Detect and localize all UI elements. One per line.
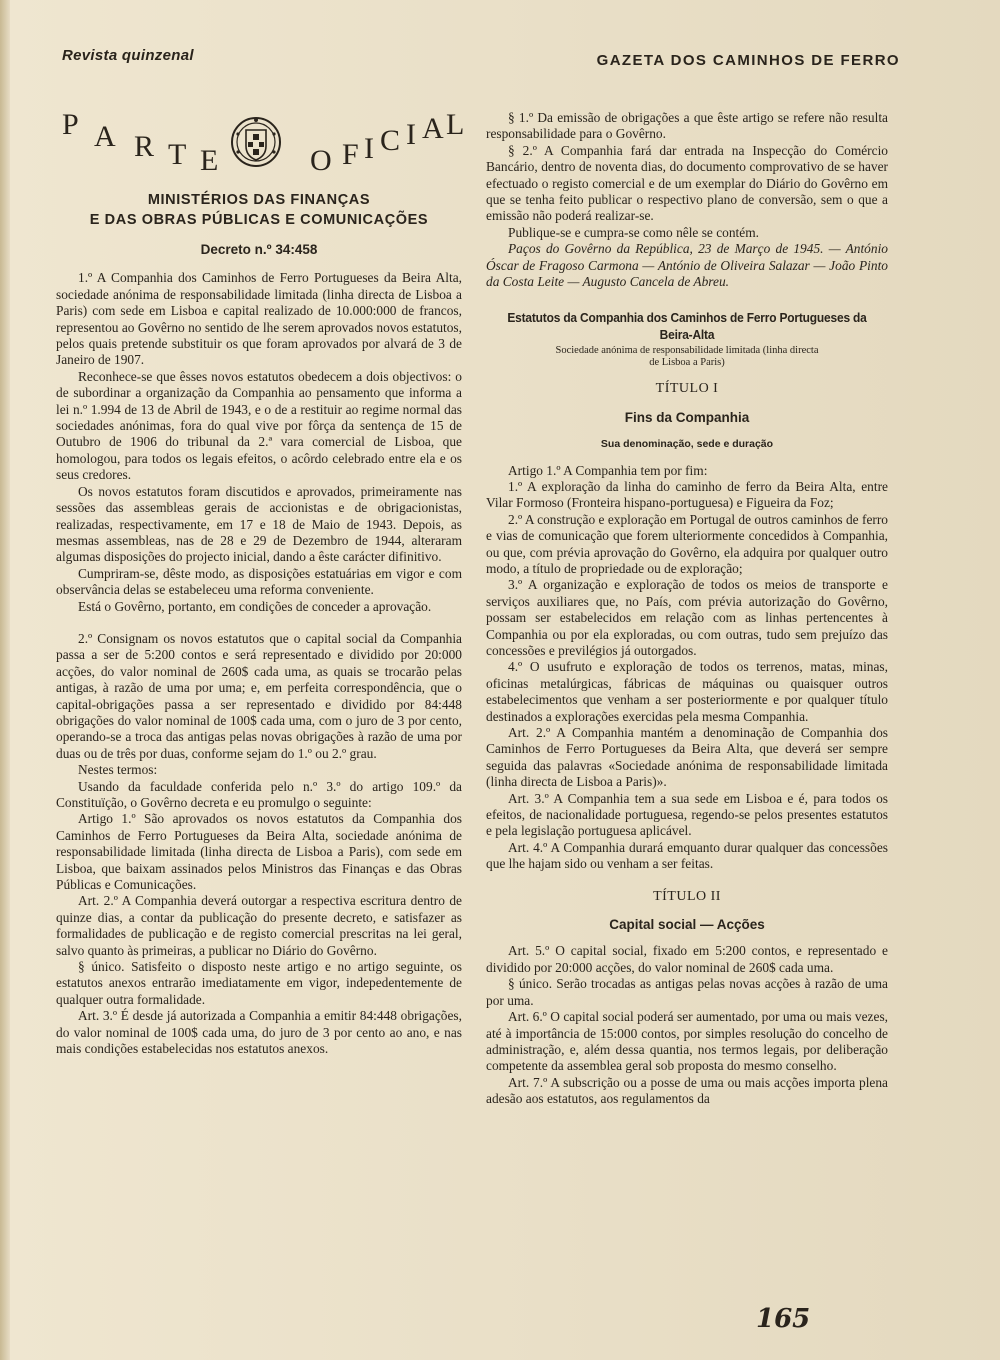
paragraph: Art. 4.º A Companhia durará emquanto durar qualquer das concessões que lhe hajam sido ou venham a ser feitas.	[486, 839, 888, 872]
estatutos-subtitle-line-1: Sociedade anónima de responsabilidade limitada (linha directa	[555, 345, 819, 357]
banner-letter: O	[310, 144, 332, 177]
paragraph: Usando da faculdade conferida pelo n.º 3.º do artigo 109.º da Constituïção, o Govêrno decreta e eu promulgo o seguinte:	[56, 778, 462, 810]
banner-letter: P	[62, 108, 79, 141]
banner-letter: C	[380, 124, 401, 157]
right-column	[486, 110, 888, 1108]
banner-letter: F	[342, 138, 359, 171]
paragraph: 4.º O usufruto e exploração de todos os terrenos, matas, minas, oficinas metalúrgicas, fábricas de máquinas ou quaisquer outros estabelecimentos que venham a ser posteriormente e por qualquer título destinados a explorações exercidas pela mesma Companhia.	[486, 659, 888, 724]
paragraph: Art. 3.º É desde já autorizada a Companhia a emitir 84:448 obrigações, do valor nominal de 100$ cada uma, do juro de 3 por cento ao ano, e nas mais condições estabelecidas nos estatutos anexos.	[56, 1008, 462, 1057]
paragraph: § 1.º Da emissão de obrigações a que êste artigo se refere não resulta responsabilidade para o Govêrno.	[486, 110, 888, 142]
section-heading: Capital social — Acções	[609, 917, 765, 933]
ministry-line-2: E DAS OBRAS PÚBLICAS E COMUNICAÇÕES	[89, 212, 429, 228]
header-left: Revista quinzenal	[62, 47, 194, 64]
paragraph: 2.º A construção e exploração em Portugal de outros caminhos de ferro e vias de comunicação que forem ulteriormente concedidos à Companhia, ou que, com prévia aprovação do Govêrno, ela adquira por qualquer outro modo, a título de propriedade ou de exploração;	[486, 511, 888, 576]
paragraph: Nestes termos:	[78, 762, 158, 778]
estatutos-subtitle	[486, 345, 888, 369]
paragraph: 1.º A Companhia dos Caminhos de Ferro Portugueses da Beira Alta, sociedade anónima de responsabilidade limitada (linha directa de Lisboa a Paris) com sede em Lisboa e capital realizado de 10.000:000 de francos, representou ao Govêrno no sentido de lhe serem aprovados novos estatutos, pelos quais pretende substituir os que foram aprovados por alvará de 3 de Janeiro de 1907.	[56, 270, 462, 368]
section-subheading: Sua denominação, sede e duração	[600, 438, 774, 451]
banner-letter: E	[200, 144, 219, 177]
paragraph: Cumpriram-se, dêste modo, as disposições estatuárias em vigor e com observância delas se estabeleceu uma reforma conveniente.	[56, 565, 462, 598]
banner-letter: T	[168, 138, 187, 171]
paragraph: Art. 3.º A Companhia tem a sua sede em Lisboa e é, para todos os efeitos, de nacionalidade portuguesa, regendo-se pelos presentes estatutos e pela legislação portuguesa aplicável.	[486, 790, 888, 839]
paragraph: § único. Serão trocadas as antigas pelas novas acções à razão de uma por uma.	[486, 976, 888, 1008]
page-number: 165	[756, 1304, 811, 1334]
parte-oficial-banner	[60, 108, 470, 180]
paragraph: 1.º A exploração da linha do caminho de ferro da Beira Alta, entre Vilar Formoso (Fronteira hispano-portuguesa) e Figueira da Foz;	[486, 478, 888, 511]
portuguese-coat-of-arms-icon	[230, 114, 282, 170]
paragraph: Os novos estatutos foram discutidos e aprovados, primeiramente nas sessões das assembleas gerais de accionistas e de obrigacionistas, realizadas, respectivamente, em 17 e 18 de Maio de 1943. Depois, as mesmas assembleas, nas de 28 e 29 de Dezembro de 1944, alteraram algumas disposições do projecto inicial, dando a êste carácter difinitivo.	[56, 483, 462, 565]
page-edge	[0, 0, 10, 1360]
banner-letter: I	[406, 118, 416, 151]
banner-letter: A	[94, 120, 116, 153]
paragraph: Art. 2.º A Companhia deverá outorgar a respectiva escritura dentro de quinze dias, a contar da publicação do presente decreto, e satisfazer as formalidades de publicação e de registo comercial prescritas na lei geral, salvo quanto às primeiras, a publicar no Diário do Govêrno.	[56, 893, 462, 958]
paragraph: 2.º Consignam os novos estatutos que o capital social da Companhia passa a ser de 5:200 contos e será representado e dividido por 20:000 acções, do valor nominal de 260$ cada uma, as quais se trocarão pelas antigas, à razão de uma por uma; e, em perfeita correspondência, que o capital-obrigações passa a ser representado e dividido por 84:448 obrigações do valor nominal de 100$ cada uma, com o juro de 3 por cento, operando-se a troca das antigas pelas novas obrigações à razão de uma por duas ou de três por duas, conforme sejam do 1.º ou 2.º grau.	[56, 630, 462, 761]
titulo-2: TÍTULO II	[653, 888, 721, 904]
banner-letter: I	[364, 132, 374, 165]
header-right: GAZETA DOS CAMINHOS DE FERRO	[596, 52, 900, 69]
paragraph: Art. 6.º O capital social poderá ser aumentado, por uma ou mais vezes, até à importância de 15:000 contos, por simples resolução do concelho de administração, e, além dessa quantia, nos termos legais, por deliberação competente da assemblea geral sob proposta do mesmo conselho.	[486, 1009, 888, 1074]
paragraph: Publique-se e cumpra-se como nêle se contém.	[508, 224, 759, 240]
ministry-line-1: MINISTÉRIOS DAS FINANÇAS	[147, 192, 371, 208]
paragraph: Art. 2.º A Companhia mantém a denominação de Companhia dos Caminhos de Ferro Portugueses da Beira Alta, que deverá ser sempre seguida das palavras «Sociedade anónima de responsabilidade limitada (linha directa de Lisboa a Paris)».	[486, 725, 888, 790]
paragraph: Está o Govêrno, portanto, em condições de conceder a aprovação.	[78, 598, 432, 614]
paragraph: Reconhece-se que êsses novos estatutos obedecem a dois objectivos: o de subordinar a organização da Companhia ao pensamento que informa a lei n.º 1.994 de 13 de Abril de 1943, e o de a restituir ao regime normal das sociedades anónimas, fora do qual vive por fôrça da sentença de 15 de Outubro de 1906 do tribunal da 2.ª vara comercial de Lisboa, que homologou, para todos os legais efeitos, o acôrdo celebrado entre ela e os seus credores.	[56, 368, 462, 483]
titulo-1: TÍTULO I	[655, 381, 719, 397]
paragraph: Art. 5.º O capital social, fixado em 5:200 contos, e representado e dividido por 20:000 acções, do valor nominal de 260$ cada uma.	[486, 943, 888, 975]
banner-letter: A	[422, 112, 444, 145]
banner-letter: R	[134, 130, 155, 163]
paragraph: 3.º A organização e exploração de todos os meios de transporte e serviços auxiliares que, no País, com prévia autorização do Govêrno, possam ser estabelecidos em relação com as linhas pertencentes à Companhia ou por ela exploradas, ou com outras, tudo sem prejuízo das concessões e previlégios já outorgados.	[486, 577, 888, 658]
paragraph: Artigo 1.º São aprovados os novos estatutos da Companhia dos Caminhos de Ferro Portugueses da Beira Alta, sociedade anónima de responsabilidade limitada (linha directa de Lisboa a Paris), com sede em Lisboa, que baixam assinados pelos Ministros das Finanças e das Obras Públicas e Comunicações.	[56, 811, 462, 893]
banner-letter: L	[446, 108, 465, 141]
left-column	[56, 190, 462, 1058]
ministry-heading	[56, 190, 462, 230]
estatutos-title: Estatutos da Companhia dos Caminhos de Ferro Portugueses da Beira-Alta	[507, 310, 867, 342]
decree-title: Decreto n.º 34:458	[200, 242, 318, 257]
estatutos-subtitle-line-2: de Lisboa a Paris)	[649, 357, 725, 369]
section-heading: Fins da Companhia	[624, 409, 750, 425]
paragraph: Art. 7.º A subscrição ou a posse de uma ou mais acções importa plena adesão aos estatutos, aos regulamentos da	[486, 1074, 888, 1107]
signatures-paragraph: Paços do Govêrno da República, 23 de Março de 1945. — António Óscar de Fragoso Carmona — António de Oliveira Salazar — João Pinto da Costa Leite — Augusto Cancela de Abreu.	[486, 241, 888, 290]
paragraph: § único. Satisfeito o disposto neste artigo e no artigo seguinte, os estatutos anexos entrarão imediatamente em vigor, indepedentemente de qualquer outra formalidade.	[56, 959, 462, 1007]
paragraph: Artigo 1.º A Companhia tem por fim:	[508, 462, 708, 478]
paragraph: § 2.º A Companhia fará dar entrada na Inspecção do Comércio Bancário, dentro de noventa dias, do documento comprovativo de se haver efectuado o registo comercial e de um exemplar do Diário do Govêrno em que se tenha feito publicar o respectivo plano de conversão, sem o que a emissão não poderá realizar-se.	[486, 142, 888, 224]
